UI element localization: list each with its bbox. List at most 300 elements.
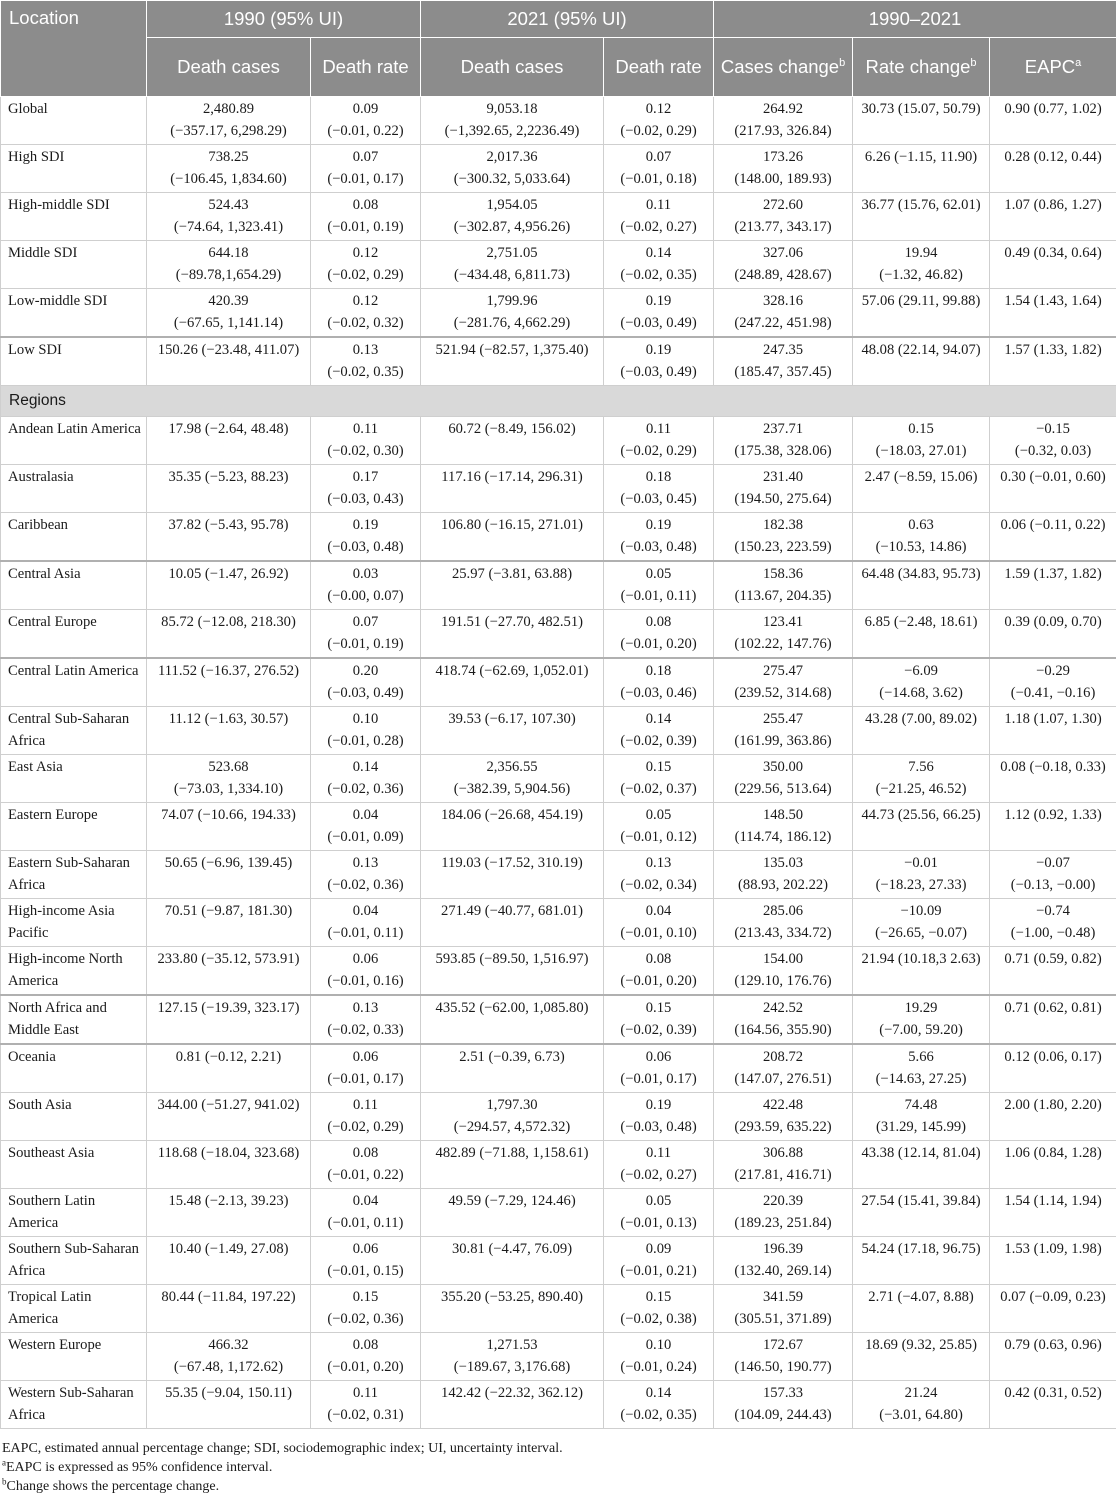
cell-line: 0.03	[315, 564, 416, 586]
cell-line: 0.18	[608, 661, 709, 683]
cell-line: 0.71 (0.62, 0.81)	[994, 998, 1112, 1020]
table-row	[1, 145, 1116, 193]
cell-line: 242.52	[718, 998, 848, 1020]
cell-death-rate-2021	[604, 1044, 714, 1093]
cell-death-cases-1990	[147, 658, 311, 707]
cell-line: 275.47	[718, 661, 848, 683]
cell-location: High-income North America	[1, 947, 147, 996]
cell-line: (−0.01, 0.15)	[315, 1261, 416, 1283]
footnote-a-mark: a	[2, 1457, 6, 1467]
cell-line: 2.71 (−4.07, 8.88)	[857, 1287, 985, 1309]
cell-line: 0.07	[608, 147, 709, 169]
cell-line: 74.07 (−10.66, 194.33)	[151, 805, 306, 827]
cell-line: 247.35	[718, 340, 848, 362]
cell-line: (189.23, 251.84)	[718, 1213, 848, 1235]
header-eapc-label: EAPC	[1025, 56, 1075, 77]
cell-cases-change	[714, 337, 853, 386]
cell-line: (−0.02, 0.32)	[315, 313, 416, 335]
cell-cases-change	[714, 1333, 853, 1381]
cell-death-rate-1990	[311, 658, 421, 707]
cell-line: 0.06	[315, 949, 416, 971]
cell-line: 54.24 (17.18, 96.75)	[857, 1239, 985, 1261]
footnote-mark-b: b	[839, 57, 845, 69]
cell-death-rate-2021	[604, 851, 714, 899]
cell-eapc	[990, 1141, 1116, 1189]
cell-cases-change	[714, 947, 853, 996]
cell-line: (−0.02, 0.36)	[315, 1309, 416, 1331]
cell-line: 0.14	[608, 243, 709, 265]
cell-line: 44.73 (25.56, 66.25)	[857, 805, 985, 827]
cell-line: 0.19	[315, 515, 416, 537]
cell-line: (−0.02, 0.36)	[315, 875, 416, 897]
cell-line: 119.03 (−17.52, 310.19)	[425, 853, 599, 875]
cell-cases-change	[714, 899, 853, 947]
cell-death-rate-1990	[311, 803, 421, 851]
footnote-mark-a: a	[1075, 57, 1081, 69]
cell-location: Middle SDI	[1, 241, 147, 289]
cell-death-cases-2021	[421, 658, 604, 707]
cell-death-rate-1990	[311, 1093, 421, 1141]
cell-location: East Asia	[1, 755, 147, 803]
cell-line: 1.06 (0.84, 1.28)	[994, 1143, 1112, 1165]
cell-line: (−0.02, 0.39)	[608, 731, 709, 753]
cell-line: 1.53 (1.09, 1.98)	[994, 1239, 1112, 1261]
cell-line: 0.08	[315, 1143, 416, 1165]
cell-death-rate-2021	[604, 465, 714, 513]
cell-death-rate-2021	[604, 1189, 714, 1237]
cell-location: Central Sub-Saharan Africa	[1, 707, 147, 755]
cell-cases-change	[714, 1093, 853, 1141]
cell-line: 0.04	[608, 901, 709, 923]
cell-location: Caribbean	[1, 513, 147, 562]
cell-line: (−0.02, 0.39)	[608, 1020, 709, 1042]
cell-line: −0.74	[994, 901, 1112, 923]
cell-line: (−0.03, 0.48)	[608, 1117, 709, 1139]
cell-line: (−0.01, 0.16)	[315, 971, 416, 993]
cell-line: 64.48 (34.83, 95.73)	[857, 564, 985, 586]
table-row	[1, 465, 1116, 513]
cell-line: (239.52, 314.68)	[718, 683, 848, 705]
cell-line: 39.53 (−6.17, 107.30)	[425, 709, 599, 731]
cell-location: Eastern Europe	[1, 803, 147, 851]
cell-death-rate-2021	[604, 803, 714, 851]
cell-death-cases-1990	[147, 1381, 311, 1429]
cell-rate-change	[853, 1141, 990, 1189]
section-label: Regions	[1, 386, 1116, 417]
cell-cases-change	[714, 1044, 853, 1093]
cell-line: (−0.01, 0.28)	[315, 731, 416, 753]
cell-line: (213.77, 343.17)	[718, 217, 848, 239]
cell-line: 0.14	[315, 757, 416, 779]
cell-location: Southern Latin America	[1, 1189, 147, 1237]
cell-rate-change	[853, 337, 990, 386]
cell-eapc	[990, 1237, 1116, 1285]
cell-line: 0.08	[315, 1335, 416, 1357]
cell-death-cases-1990	[147, 995, 311, 1044]
cell-line: (148.00, 189.93)	[718, 169, 848, 191]
cell-line: 0.08 (−0.18, 0.33)	[994, 757, 1112, 779]
cell-line: (−0.01, 0.11)	[315, 1213, 416, 1235]
cell-line: 327.06	[718, 243, 848, 265]
cell-death-cases-1990	[147, 851, 311, 899]
cell-eapc	[990, 610, 1116, 659]
cell-line: 30.73 (15.07, 50.79)	[857, 99, 985, 121]
cell-line: 0.06	[608, 1047, 709, 1069]
header-location: Location	[1, 1, 147, 97]
cell-line: 0.11	[608, 1143, 709, 1165]
cell-death-rate-1990	[311, 241, 421, 289]
cell-line: 264.92	[718, 99, 848, 121]
cell-cases-change	[714, 803, 853, 851]
cell-line: 0.15	[608, 998, 709, 1020]
cell-line: 0.28 (0.12, 0.44)	[994, 147, 1112, 169]
cell-line: (−357.17, 6,298.29)	[151, 121, 306, 143]
cell-death-cases-2021	[421, 513, 604, 562]
cell-eapc	[990, 417, 1116, 465]
cell-line: 70.51 (−9.87, 181.30)	[151, 901, 306, 923]
cell-line: (−18.23, 27.33)	[857, 875, 985, 897]
cell-line: 0.06 (−0.11, 0.22)	[994, 515, 1112, 537]
cell-death-rate-2021	[604, 1141, 714, 1189]
cell-line: 2.47 (−8.59, 15.06)	[857, 467, 985, 489]
cell-line: (−0.01, 0.11)	[315, 923, 416, 945]
cell-line: (−1.00, −0.48)	[994, 923, 1112, 945]
cell-cases-change	[714, 561, 853, 610]
cell-line: −0.07	[994, 853, 1112, 875]
cell-rate-change	[853, 289, 990, 338]
cell-line: 60.72 (−8.49, 156.02)	[425, 419, 599, 441]
cell-death-cases-2021	[421, 755, 604, 803]
cell-line: 231.40	[718, 467, 848, 489]
cell-line: (−0.01, 0.17)	[315, 1069, 416, 1091]
cell-death-cases-2021	[421, 1285, 604, 1333]
cell-death-cases-1990	[147, 1237, 311, 1285]
cell-death-rate-2021	[604, 241, 714, 289]
cell-line: 0.12	[315, 243, 416, 265]
cell-line: 9,053.18	[425, 99, 599, 121]
cell-death-cases-1990	[147, 561, 311, 610]
cell-death-rate-1990	[311, 947, 421, 996]
table-row	[1, 1093, 1116, 1141]
cell-line: 523.68	[151, 757, 306, 779]
cell-eapc	[990, 1333, 1116, 1381]
cell-rate-change	[853, 755, 990, 803]
cell-location: Tropical Latin America	[1, 1285, 147, 1333]
cell-line: 25.97 (−3.81, 63.88)	[425, 564, 599, 586]
cell-death-rate-1990	[311, 193, 421, 241]
cell-death-cases-2021	[421, 1189, 604, 1237]
cell-line: 111.52 (−16.37, 276.52)	[151, 661, 306, 683]
footnote-a-text: EAPC is expressed as 95% confidence interval.	[6, 1460, 272, 1475]
cell-death-rate-1990	[311, 1189, 421, 1237]
cell-line: (−0.01, 0.19)	[315, 634, 416, 656]
cell-death-cases-2021	[421, 561, 604, 610]
cell-line: 0.13	[608, 853, 709, 875]
cell-line: 55.35 (−9.04, 150.11)	[151, 1383, 306, 1405]
cell-location: Low-middle SDI	[1, 289, 147, 338]
header-death-rate-2021: Death rate	[604, 38, 714, 97]
cell-death-cases-2021	[421, 241, 604, 289]
cell-line: (−18.03, 27.01)	[857, 441, 985, 463]
cell-line: (194.50, 275.64)	[718, 489, 848, 511]
cell-line: −10.09	[857, 901, 985, 923]
cell-line: 306.88	[718, 1143, 848, 1165]
cell-line: (−1.32, 46.82)	[857, 265, 985, 287]
cell-eapc	[990, 465, 1116, 513]
cell-death-rate-2021	[604, 561, 714, 610]
table-row	[1, 755, 1116, 803]
cell-line: (293.59, 635.22)	[718, 1117, 848, 1139]
cell-line: (−67.48, 1,172.62)	[151, 1357, 306, 1379]
cell-line: (113.67, 204.35)	[718, 586, 848, 608]
cell-location: Global	[1, 97, 147, 145]
cell-location: Andean Latin America	[1, 417, 147, 465]
cell-line: 0.07	[315, 147, 416, 169]
cell-line: 328.16	[718, 291, 848, 313]
cell-line: (247.22, 451.98)	[718, 313, 848, 335]
cell-line: (−3.01, 64.80)	[857, 1405, 985, 1427]
cell-line: 350.00	[718, 757, 848, 779]
cell-cases-change	[714, 707, 853, 755]
cell-line: (−0.02, 0.29)	[315, 1117, 416, 1139]
cell-line: (−189.67, 3,176.68)	[425, 1357, 599, 1379]
cell-line: 85.72 (−12.08, 218.30)	[151, 612, 306, 634]
header-group-2021: 2021 (95% UI)	[421, 1, 714, 38]
cell-death-cases-2021	[421, 707, 604, 755]
footnotes	[0, 1429, 1116, 1496]
cell-line: 1.54 (1.43, 1.64)	[994, 291, 1112, 313]
cell-death-cases-2021	[421, 145, 604, 193]
header-group-change: 1990–2021	[714, 1, 1116, 38]
cell-line: 27.54 (15.41, 39.84)	[857, 1191, 985, 1213]
cell-line: 0.49 (0.34, 0.64)	[994, 243, 1112, 265]
cell-line: (−0.02, 0.34)	[608, 875, 709, 897]
cell-eapc	[990, 97, 1116, 145]
cell-eapc	[990, 851, 1116, 899]
cell-line: (−0.01, 0.22)	[315, 121, 416, 143]
cell-line: 74.48	[857, 1095, 985, 1117]
cell-cases-change	[714, 1381, 853, 1429]
cell-line: (−0.01, 0.17)	[315, 169, 416, 191]
header-group-1990: 1990 (95% UI)	[147, 1, 421, 38]
cell-line: (102.22, 147.76)	[718, 634, 848, 656]
table-row	[1, 1044, 1116, 1093]
cell-line: (−294.57, 4,572.32)	[425, 1117, 599, 1139]
cell-eapc	[990, 145, 1116, 193]
cell-line: 0.11	[315, 1383, 416, 1405]
cell-death-rate-2021	[604, 610, 714, 659]
cell-line: 21.94 (10.18,3 2.63)	[857, 949, 985, 971]
cell-line: 418.74 (−62.69, 1,052.01)	[425, 661, 599, 683]
cell-line: 10.05 (−1.47, 26.92)	[151, 564, 306, 586]
cell-death-cases-1990	[147, 755, 311, 803]
cell-line: (229.56, 513.64)	[718, 779, 848, 801]
cell-death-cases-1990	[147, 465, 311, 513]
cell-death-cases-1990	[147, 417, 311, 465]
cell-death-cases-2021	[421, 851, 604, 899]
cell-line: 0.05	[608, 564, 709, 586]
cell-line: (−0.02, 0.31)	[315, 1405, 416, 1427]
cell-death-cases-1990	[147, 337, 311, 386]
cell-line: 148.50	[718, 805, 848, 827]
cell-line: 2,480.89	[151, 99, 306, 121]
cell-line: (150.23, 223.59)	[718, 537, 848, 559]
cell-line: (−0.02, 0.27)	[608, 217, 709, 239]
cell-line: −0.15	[994, 419, 1112, 441]
cell-line: 1,954.05	[425, 195, 599, 217]
cell-line: 0.19	[608, 515, 709, 537]
cell-line: 43.38 (12.14, 81.04)	[857, 1143, 985, 1165]
cell-cases-change	[714, 97, 853, 145]
cell-death-rate-2021	[604, 947, 714, 996]
table-row	[1, 289, 1116, 338]
cell-rate-change	[853, 97, 990, 145]
cell-rate-change	[853, 193, 990, 241]
cell-line: (146.50, 190.77)	[718, 1357, 848, 1379]
cell-death-rate-1990	[311, 1141, 421, 1189]
cell-line: 0.14	[608, 1383, 709, 1405]
cell-eapc	[990, 193, 1116, 241]
cell-line: 0.07 (−0.09, 0.23)	[994, 1287, 1112, 1309]
cell-line: 2,751.05	[425, 243, 599, 265]
cell-line: (−0.02, 0.38)	[608, 1309, 709, 1331]
cell-line: 10.40 (−1.49, 27.08)	[151, 1239, 306, 1261]
cell-line: 0.11	[315, 419, 416, 441]
cell-rate-change	[853, 561, 990, 610]
cell-death-cases-1990	[147, 947, 311, 996]
cell-cases-change	[714, 465, 853, 513]
cell-line: 0.17	[315, 467, 416, 489]
cell-rate-change	[853, 947, 990, 996]
cell-line: (−0.01, 0.19)	[315, 217, 416, 239]
cell-line: (−0.41, −0.16)	[994, 683, 1112, 705]
cell-line: (−74.64, 1,323.41)	[151, 217, 306, 239]
cell-eapc	[990, 707, 1116, 755]
cell-line: 233.80 (−35.12, 573.91)	[151, 949, 306, 971]
cell-line: 2.51 (−0.39, 6.73)	[425, 1047, 599, 1069]
cell-line: 117.16 (−17.14, 296.31)	[425, 467, 599, 489]
cell-rate-change	[853, 513, 990, 562]
cell-line: (104.09, 244.43)	[718, 1405, 848, 1427]
cell-death-rate-2021	[604, 97, 714, 145]
cell-line: 1.18 (1.07, 1.30)	[994, 709, 1112, 731]
cell-line: (−0.01, 0.09)	[315, 827, 416, 849]
cell-line: 37.82 (−5.43, 95.78)	[151, 515, 306, 537]
cell-death-rate-1990	[311, 755, 421, 803]
cell-eapc	[990, 1285, 1116, 1333]
cell-death-cases-1990	[147, 1141, 311, 1189]
cell-line: 344.00 (−51.27, 941.02)	[151, 1095, 306, 1117]
cell-line: (−0.03, 0.49)	[315, 683, 416, 705]
cell-location: Australasia	[1, 465, 147, 513]
cell-line: 184.06 (−26.68, 454.19)	[425, 805, 599, 827]
cell-line: (164.56, 355.90)	[718, 1020, 848, 1042]
cell-line: 593.85 (−89.50, 1,516.97)	[425, 949, 599, 971]
cell-line: 0.07	[315, 612, 416, 634]
cell-line: (−0.01, 0.20)	[315, 1357, 416, 1379]
cell-line: 0.08	[608, 612, 709, 634]
cell-line: 341.59	[718, 1287, 848, 1309]
cell-eapc	[990, 803, 1116, 851]
cell-eapc	[990, 241, 1116, 289]
cell-death-cases-1990	[147, 145, 311, 193]
cell-line: (175.38, 328.06)	[718, 441, 848, 463]
cell-line: 6.85 (−2.48, 18.61)	[857, 612, 985, 634]
cell-line: 127.15 (−19.39, 323.17)	[151, 998, 306, 1020]
cell-death-cases-1990	[147, 1189, 311, 1237]
cell-line: 355.20 (−53.25, 890.40)	[425, 1287, 599, 1309]
cell-line: 738.25	[151, 147, 306, 169]
cell-death-cases-1990	[147, 289, 311, 338]
cell-line: 1.54 (1.14, 1.94)	[994, 1191, 1112, 1213]
header-eapc	[990, 38, 1116, 97]
cell-line: 0.04	[315, 901, 416, 923]
cell-line: 150.26 (−23.48, 411.07)	[151, 340, 306, 362]
cell-line: 0.15	[608, 1287, 709, 1309]
table-row	[1, 417, 1116, 465]
cell-line: (−26.65, −0.07)	[857, 923, 985, 945]
cell-line: (305.51, 371.89)	[718, 1309, 848, 1331]
cell-line: (−0.01, 0.21)	[608, 1261, 709, 1283]
cell-line: 182.38	[718, 515, 848, 537]
cell-death-cases-2021	[421, 1237, 604, 1285]
cell-line: (−67.65, 1,141.14)	[151, 313, 306, 335]
cell-line: 0.09	[608, 1239, 709, 1261]
cell-location: High SDI	[1, 145, 147, 193]
cell-line: (−0.01, 0.17)	[608, 1069, 709, 1091]
cell-line: (−0.01, 0.20)	[608, 634, 709, 656]
cell-line: (−300.32, 5,033.64)	[425, 169, 599, 191]
cell-eapc	[990, 1189, 1116, 1237]
cell-line: (147.07, 276.51)	[718, 1069, 848, 1091]
cell-death-cases-1990	[147, 97, 311, 145]
cell-line: 0.06	[315, 1239, 416, 1261]
cell-death-rate-2021	[604, 1381, 714, 1429]
cell-line: 1,271.53	[425, 1335, 599, 1357]
cell-eapc	[990, 337, 1116, 386]
cell-line: 0.15	[315, 1287, 416, 1309]
cell-death-cases-2021	[421, 803, 604, 851]
cell-line: 135.03	[718, 853, 848, 875]
cell-line: 0.20	[315, 661, 416, 683]
cell-death-rate-1990	[311, 1044, 421, 1093]
cell-death-rate-2021	[604, 145, 714, 193]
cell-death-cases-2021	[421, 97, 604, 145]
cell-line: (−0.02, 0.37)	[608, 779, 709, 801]
cell-rate-change	[853, 1285, 990, 1333]
cell-line: (−106.45, 1,834.60)	[151, 169, 306, 191]
cell-rate-change	[853, 417, 990, 465]
table-row	[1, 241, 1116, 289]
cell-line: 0.18	[608, 467, 709, 489]
cell-location: High-middle SDI	[1, 193, 147, 241]
cell-line: (−21.25, 46.52)	[857, 779, 985, 801]
cell-line: 0.39 (0.09, 0.70)	[994, 612, 1112, 634]
cell-line: (−0.01, 0.22)	[315, 1165, 416, 1187]
cell-line: 173.26	[718, 147, 848, 169]
cell-death-cases-2021	[421, 289, 604, 338]
cell-line: (−73.03, 1,334.10)	[151, 779, 306, 801]
cell-line: 43.28 (7.00, 89.02)	[857, 709, 985, 731]
cell-eapc	[990, 1381, 1116, 1429]
cell-death-cases-2021	[421, 1141, 604, 1189]
cell-death-rate-2021	[604, 513, 714, 562]
cell-line: 196.39	[718, 1239, 848, 1261]
cell-death-cases-1990	[147, 1333, 311, 1381]
cell-death-rate-2021	[604, 289, 714, 338]
cell-line: (−0.02, 0.29)	[315, 265, 416, 287]
cell-rate-change	[853, 465, 990, 513]
